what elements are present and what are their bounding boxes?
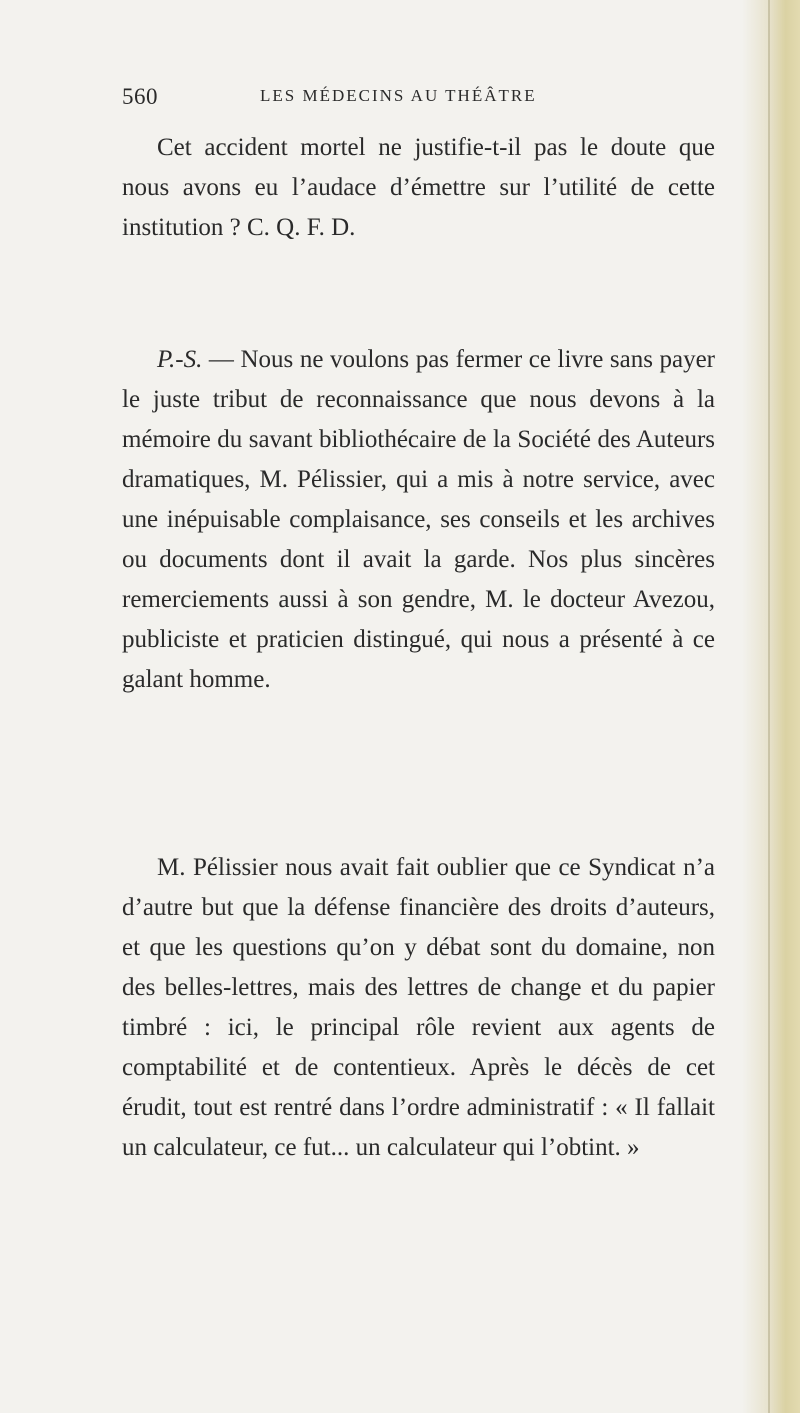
paragraph-1 <box>122 128 715 248</box>
running-title: LES MÉDECINS AU THÉÂTRE <box>260 86 537 105</box>
page-edge-line <box>768 0 770 1413</box>
page-edge-shadow <box>742 0 800 1413</box>
paragraph-2-text <box>122 340 715 700</box>
postscript-mark: P.-S. <box>157 346 203 373</box>
paragraph-3-text: M. Pélissier nous avait fait oublier que ce Syndicat n’a d’autre but que la défense financière des droits d’auteurs, et que les questions qu’on y débat sont du domaine, non des belles-lettres, mais des lettres de change et du papier timbré : ici, le principal rôle revient aux agents de comptabilité et de contentieux. Après le décès de cet érudit, tout est rentré dans l’ordre administratif : « Il fallait un calculateur, ce fut... un calculateur qui l’obtint. » <box>122 854 715 1161</box>
paragraph-2 <box>122 340 715 700</box>
page-number: 560 <box>122 84 158 109</box>
paragraph-3 <box>122 848 715 1168</box>
paragraph-1-text: Cet accident mortel ne justifie-t-il pas le doute que nous avons eu l’audace d’émettre sur l’utilité de cette institution ? C. Q. F. D. <box>122 134 715 241</box>
page-header <box>122 84 712 114</box>
paragraph-2-body: — Nous ne voulons pas fermer ce livre sans payer le juste tribut de reconnaissance que nous devons à la mémoire du savant bibliothécaire de la Société des Auteurs dramatiques, M. Pélissier, qui a mis à notre service, avec une inépuisable complaisance, ses conseils et les archives ou documents dont il avait la garde. Nos plus sincères remerciements aussi à son gendre, M. le docteur Avezou, publiciste et praticien distingué, qui nous a présenté à ce galant homme. <box>122 346 715 693</box>
